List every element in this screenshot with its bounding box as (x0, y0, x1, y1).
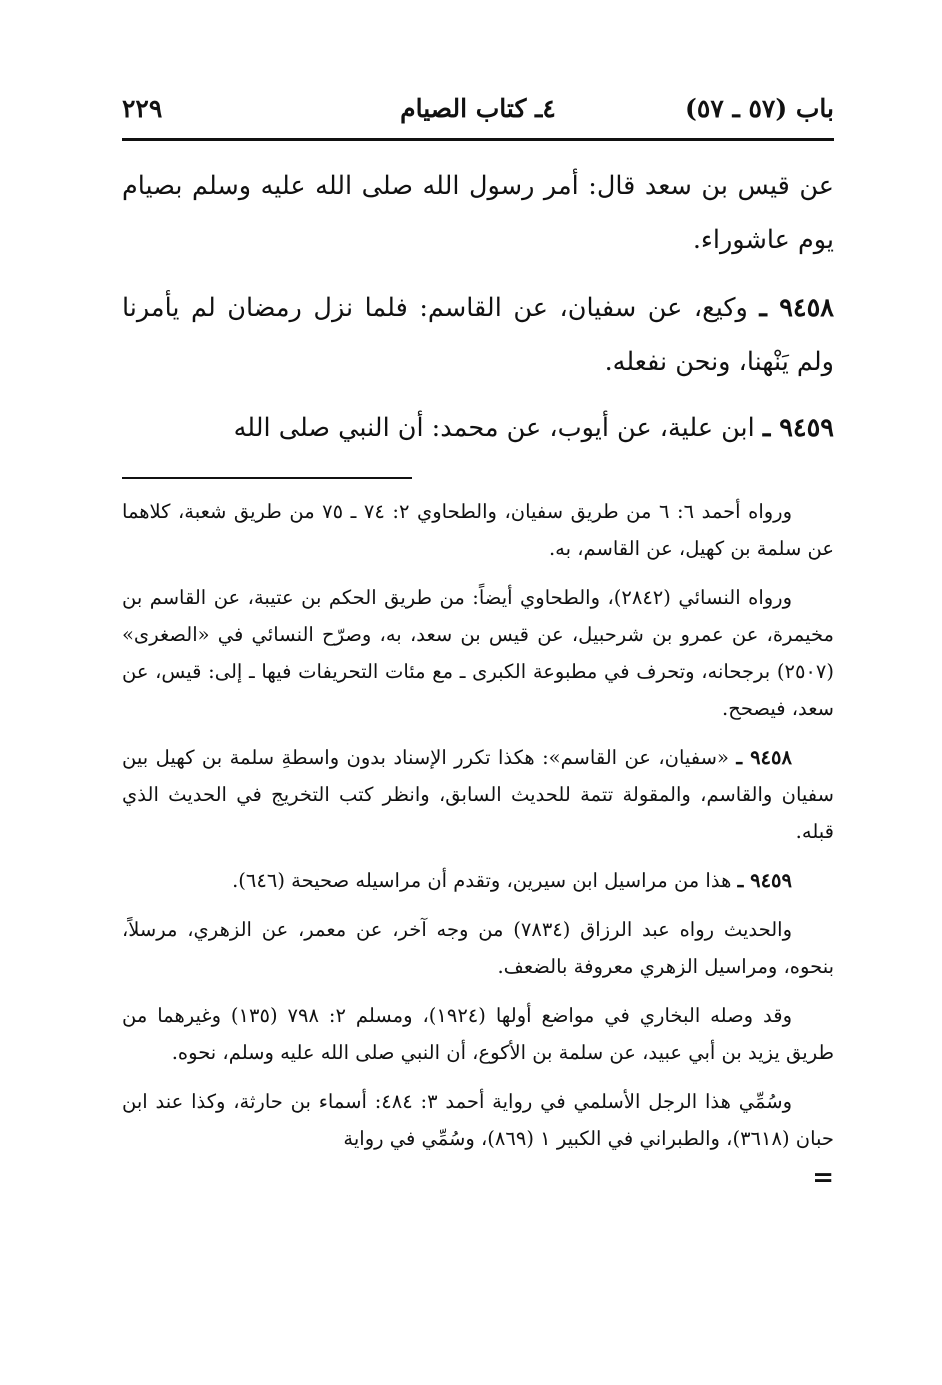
hadith-number: ٩٤٥٩ ـ (762, 413, 834, 443)
footnote-number: ٩٤٥٨ ـ (736, 746, 792, 769)
hadith-number: ٩٤٥٨ ـ (759, 293, 834, 323)
footnote-paragraph: وقد وصله البخاري في مواضع أولها (١٩٢٤)، ومسلم ٢: ٧٩٨ (١٣٥) وغيرهما من طريق يزيد بن أبي عبيد، عن سلمة بن الأكوع، أن النبي صلى الله عليه وسلم، نحوه. (122, 1004, 834, 1064)
footnote-text: «سفيان، عن القاسم»: هكذا تكرر الإسناد بدون واسطةِ سلمة بن كهيل بين سفيان والقاسم، والمقولة تتمة للحديث السابق، وانظر كتب التخريج في الحديث الذي قبله. (122, 746, 834, 843)
hadith-text: وكيع، عن سفيان، عن القاسم: فلما نزل رمضان لم يأمرنا ولم يَنْهنا، ونحن نفعله. (122, 293, 834, 377)
footnotes (122, 493, 834, 1193)
book-title: ٤ـ كتاب الصيام (400, 94, 556, 123)
footnote-paragraph: ورواه أحمد ٦: ٦ من طريق سفيان، والطحاوي ٢: ٧٤ ـ ٧٥ من طريق شعبة، كلاهما عن سلمة بن كهيل، عن القاسم، به. (122, 500, 834, 560)
hadith-9458 (122, 281, 834, 389)
footnote-text: هذا من مراسيل ابن سيرين، وتقدم أن مراسيله صحيحة (٦٤٦). (232, 869, 732, 892)
footnote-number: ٩٤٥٩ ـ (737, 869, 792, 892)
footnote-paragraph: والحديث رواه عبد الرزاق (٧٨٣٤) من وجه آخر، عن معمر، عن الزهري، مرسلاً، بنحوه، ومراسيل الزهري معروفة بالضعف. (122, 918, 834, 978)
footnote-paragraph: ورواه النسائي (٢٨٤٢)، والطحاوي أيضاً: من طريق الحكم بن عتيبة، عن القاسم بن مخيمرة، عن عمرو بن شرحبيل، عن قيس بن سعد، به، وصرّح النسائي في «الصغرى» (٢٥٠٧) برجحانه، وتحرف في مطبوعة الكبرى ـ مع مئات التحريفات فيها ـ إلى: قيس، عن سعد، فيصحح. (122, 586, 834, 720)
hadith-9459 (122, 401, 834, 455)
footnote-separator (122, 477, 412, 479)
footnote-9459 (122, 862, 834, 899)
page (122, 86, 834, 1193)
page-number: ٢٢٩ (122, 94, 163, 123)
main-text (122, 159, 834, 455)
continuation-mark: = (812, 1163, 834, 1193)
hadith-text: ابن علية، عن أيوب، عن محمد: أن النبي صلى الله (233, 413, 755, 443)
footnote-9458 (122, 739, 834, 850)
footnote-paragraph: وسُمِّي هذا الرجل الأسلمي في رواية أحمد ٣: ٤٨٤: أسماء بن حارثة، وكذا عند ابن حبان (٣٦١٨)، والطبراني في الكبير ١ (٨٦٩)، وسُمِّي في رواية (122, 1090, 834, 1150)
chapter-reference: باب (٥٧ ـ ٥٧) (685, 94, 834, 123)
running-header (122, 86, 834, 141)
hadith-continuation: عن قيس بن سعد قال: أمر رسول الله صلى الله عليه وسلم بصيام يوم عاشوراء. (122, 171, 834, 255)
